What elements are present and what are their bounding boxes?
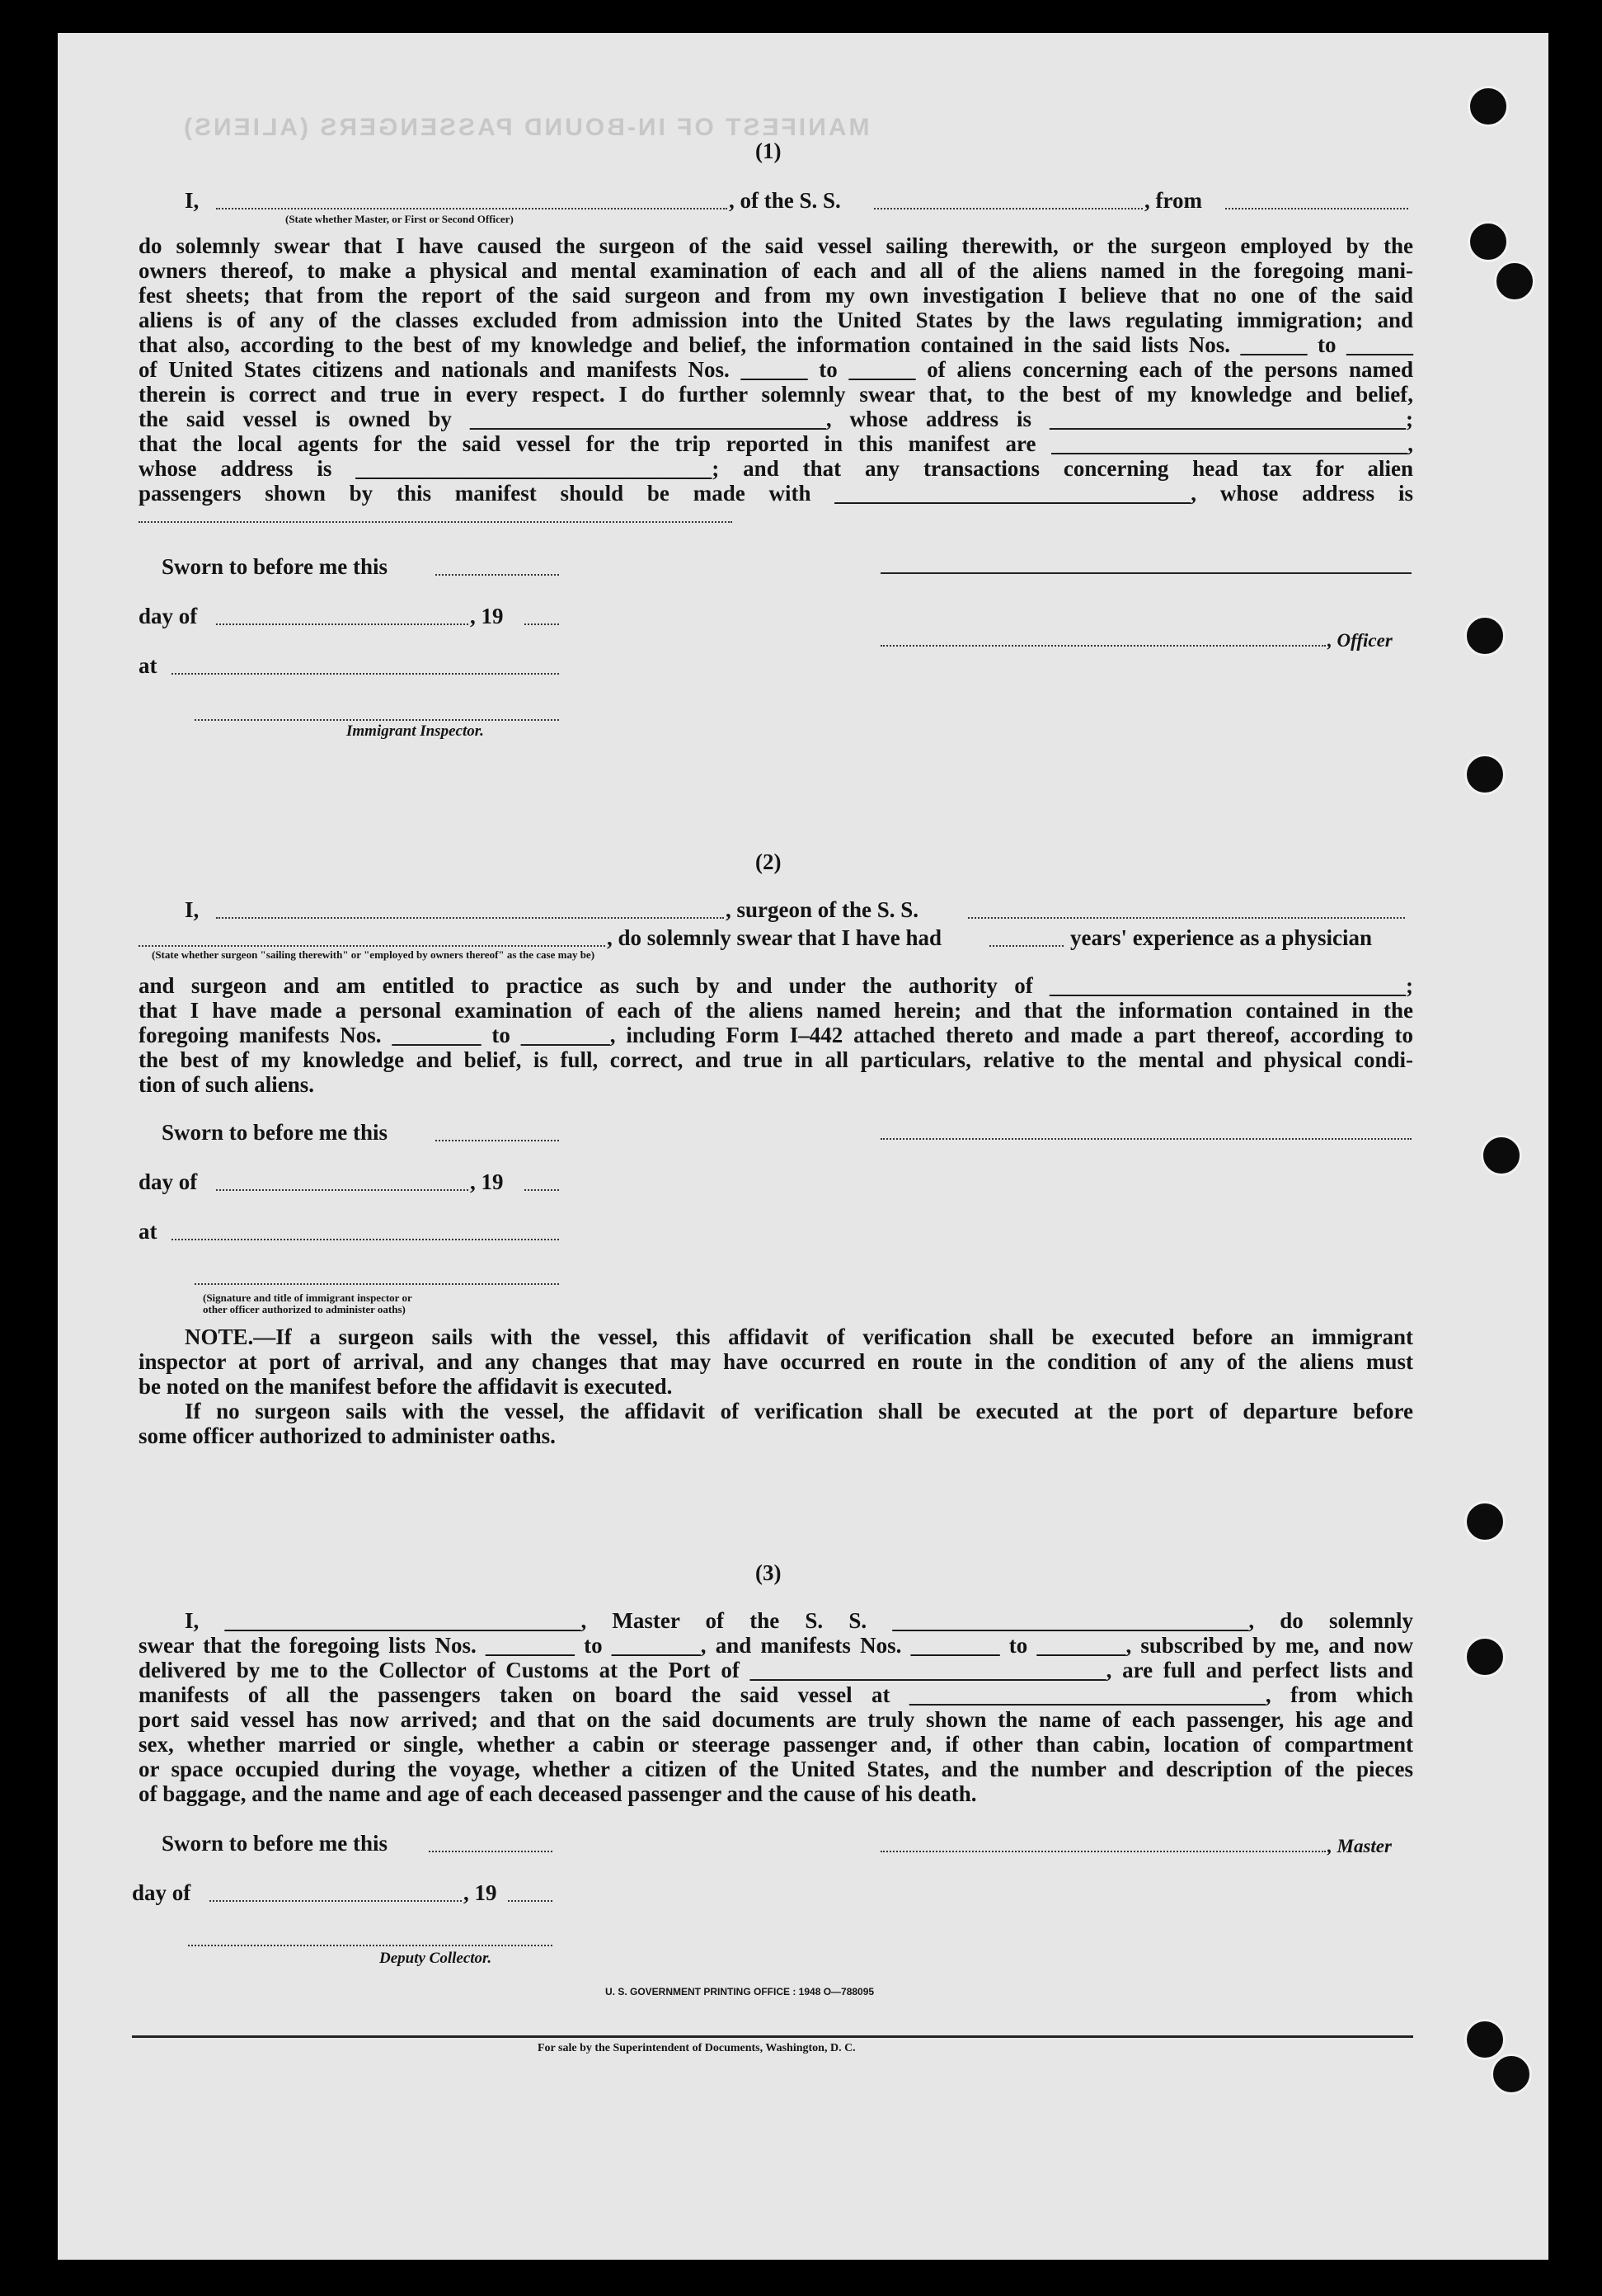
paragraph-line: swear that the foregoing lists Nos. ________ to ________, and manifests Nos. ________ to ________, subscribed by me, and now	[139, 1633, 1413, 1658]
surgeon-status-hint: (State whether surgeon "sailing therewith" or "employed by owners thereof" as the case may be)	[152, 948, 595, 961]
surgeon-vessel-field	[968, 917, 1405, 919]
master-signature-line	[881, 1851, 1326, 1852]
deputy-signature-line	[188, 1945, 552, 1946]
of-ss-label: , of the S. S.	[729, 188, 841, 213]
paragraph-line: delivered by me to the Collector of Customs at the Port of ________________________________, are full and perfect lists and	[139, 1658, 1413, 1682]
years-experience-label: years' experience as a physician	[1070, 925, 1372, 950]
note-line: be noted on the manifest before the affidavit is executed.	[139, 1374, 673, 1399]
year-label: , 19	[470, 1169, 504, 1194]
binder-hole	[1464, 1636, 1506, 1677]
signature-hint: (Signature and title of immigrant inspector or	[203, 1292, 412, 1304]
binder-hole	[1464, 615, 1506, 656]
paragraph-line: fest sheets; that from the report of the said surgeon and from my own investigation I believe that no one of the said	[139, 283, 1413, 308]
section-2-number: (2)	[755, 849, 782, 874]
sworn-date-field	[429, 1851, 552, 1852]
at-place-field	[171, 1239, 559, 1240]
officer-label: , Officer	[1327, 630, 1393, 651]
day-of-label: day of	[139, 1169, 198, 1194]
paragraph-line: port said vessel has now arrived; and that on the said documents are truly shown the name of each passenger, his age and	[139, 1707, 1413, 1732]
officer-rank-hint: (State whether Master, or First or Second Officer)	[285, 213, 514, 225]
paragraph-line: whose address is ________________________________; and that any transactions concerning head tax for alien	[139, 456, 1413, 481]
paragraph-line: or space occupied during the voyage, whether a citizen of the United States, and the number and description of the pieces	[139, 1757, 1413, 1781]
paragraph-line: manifests of all the passengers taken on board the said vessel at ________________________________, from which	[139, 1682, 1413, 1707]
paragraph-line: foregoing manifests Nos. ________ to ________, including Form I–442 attached thereto and made a part thereof, according to	[139, 1023, 1413, 1047]
paragraph-line: that also, according to the best of my knowledge and belief, the information contained in the said lists Nos. ______ to ______	[139, 332, 1413, 357]
binder-hole	[1464, 2019, 1506, 2060]
sworn-date-field	[435, 574, 559, 576]
master-name-field	[216, 208, 727, 209]
inspector-signature-line	[195, 1283, 559, 1285]
paragraph-line: tion of such aliens.	[139, 1072, 315, 1097]
section-3-number: (3)	[755, 1560, 782, 1585]
officer-name-field	[881, 645, 1326, 647]
inspector-label: Immigrant Inspector.	[346, 722, 484, 740]
address-continuation-field	[139, 521, 732, 523]
paragraph-line: do solemnly swear that I have caused the surgeon of the said vessel sailing therewith, or the surgeon employed by the	[139, 233, 1413, 258]
binder-hole	[1468, 221, 1509, 262]
paragraph-line: aliens is of any of the classes excluded from admission into the United States by the laws regulating immigration; and	[139, 308, 1413, 332]
year-label: , 19	[463, 1880, 497, 1905]
binder-hole	[1464, 754, 1506, 795]
paragraph-line: owners thereof, to make a physical and mental examination of each and all of the aliens named in the foregoing mani-	[139, 258, 1413, 283]
vessel-name-field	[874, 208, 1143, 209]
day-month-field	[216, 623, 468, 625]
paragraph-line: that I have made a personal examination of each of the aliens named herein; and that the information contained in the	[139, 998, 1413, 1023]
day-of-label: day of	[132, 1880, 191, 1905]
surgeon-swear-label: , do solemnly swear that I have had	[607, 925, 942, 950]
binder-hole	[1468, 86, 1509, 127]
paragraph-line: and surgeon and am entitled to practice as such by and under the authority of ________________________________;	[139, 973, 1413, 998]
paragraph-line: the said vessel is owned by ________________________________, whose address is ________________________________;	[139, 407, 1413, 431]
at-place-field	[171, 673, 559, 675]
sworn-label: Sworn to before me this	[162, 554, 388, 579]
paragraph-line: the best of my knowledge and belief, is full, correct, and true in all particulars, relative to the mental and physical condi-	[139, 1047, 1413, 1072]
paragraph-line: passengers shown by this manifest should be made with ________________________________, whose address is	[139, 481, 1413, 506]
from-port-field	[1225, 208, 1408, 209]
binder-hole	[1491, 2054, 1532, 2095]
master-i-label: I,	[185, 188, 200, 213]
year-field	[508, 1900, 552, 1902]
paragraph-line: of baggage, and the name and age of each deceased passenger and the cause of his death.	[139, 1781, 977, 1806]
at-label: at	[139, 1219, 157, 1244]
paragraph-line: sex, whether married or single, whether a cabin or steerage passenger and, if other than cabin, location of compartment	[139, 1732, 1413, 1757]
sworn-label: Sworn to before me this	[162, 1831, 388, 1856]
note-line: some officer authorized to administer oaths.	[139, 1423, 556, 1448]
year-label: , 19	[470, 604, 504, 628]
signature-hint: other officer authorized to administer oaths)	[203, 1303, 406, 1315]
officer-signature-line	[881, 572, 1412, 574]
paragraph-line: that the local agents for the said vessel for the trip reported in this manifest are ________________________________,	[139, 431, 1413, 456]
years-field	[989, 945, 1064, 947]
deputy-collector-label: Deputy Collector.	[379, 1950, 492, 1967]
surgeon-signature-line	[881, 1138, 1412, 1140]
year-field	[524, 623, 559, 625]
note-line: If no surgeon sails with the vessel, the affidavit of verification shall be executed at the port of departure before	[185, 1399, 1413, 1423]
printing-office-imprint: U. S. GOVERNMENT PRINTING OFFICE : 1948 O—788095	[605, 1986, 875, 1997]
master-label: , Master	[1327, 1836, 1392, 1856]
from-label: , from	[1144, 188, 1202, 213]
paragraph-line: of United States citizens and nationals and manifests Nos. ______ to ______ of aliens concerning each of the persons named	[139, 357, 1413, 382]
bleed-through-header: MANIFEST OF IN-BOUND PASSENGERS (ALIENS)	[181, 114, 870, 141]
binder-hole	[1481, 1135, 1522, 1176]
inspector-signature-line	[195, 719, 559, 721]
day-of-label: day of	[139, 604, 198, 628]
surgeon-i-label: I,	[185, 897, 200, 922]
surgeon-of-ss-label: , surgeon of the S. S.	[726, 897, 919, 922]
note-line: NOTE.—If a surgeon sails with the vessel, this affidavit of verification shall be executed before an immigrant	[185, 1324, 1413, 1349]
surgeon-name-field	[216, 917, 724, 919]
day-month-field	[209, 1900, 462, 1902]
footer-rule	[132, 2035, 1413, 2038]
section-1-number: (1)	[755, 139, 782, 163]
surgeon-status-field	[139, 945, 605, 947]
sworn-date-field	[435, 1140, 559, 1141]
year-field	[524, 1189, 559, 1191]
binder-hole	[1494, 261, 1535, 302]
paragraph-line: therein is correct and true in every respect. I do further solemnly swear that, to the best of my knowledge and belief,	[139, 382, 1413, 407]
sales-footer: For sale by the Superintendent of Documents, Washington, D. C.	[538, 2042, 856, 2054]
at-label: at	[139, 653, 157, 678]
note-line: inspector at port of arrival, and any changes that may have occurred en route in the condition of any of the aliens must	[139, 1349, 1413, 1374]
binder-hole	[1464, 1501, 1506, 1542]
paragraph-line: I, ________________________________, Master of the S. S. ________________________________, do solemnly	[185, 1608, 1413, 1633]
sworn-label: Sworn to before me this	[162, 1120, 388, 1145]
day-month-field	[216, 1189, 468, 1191]
